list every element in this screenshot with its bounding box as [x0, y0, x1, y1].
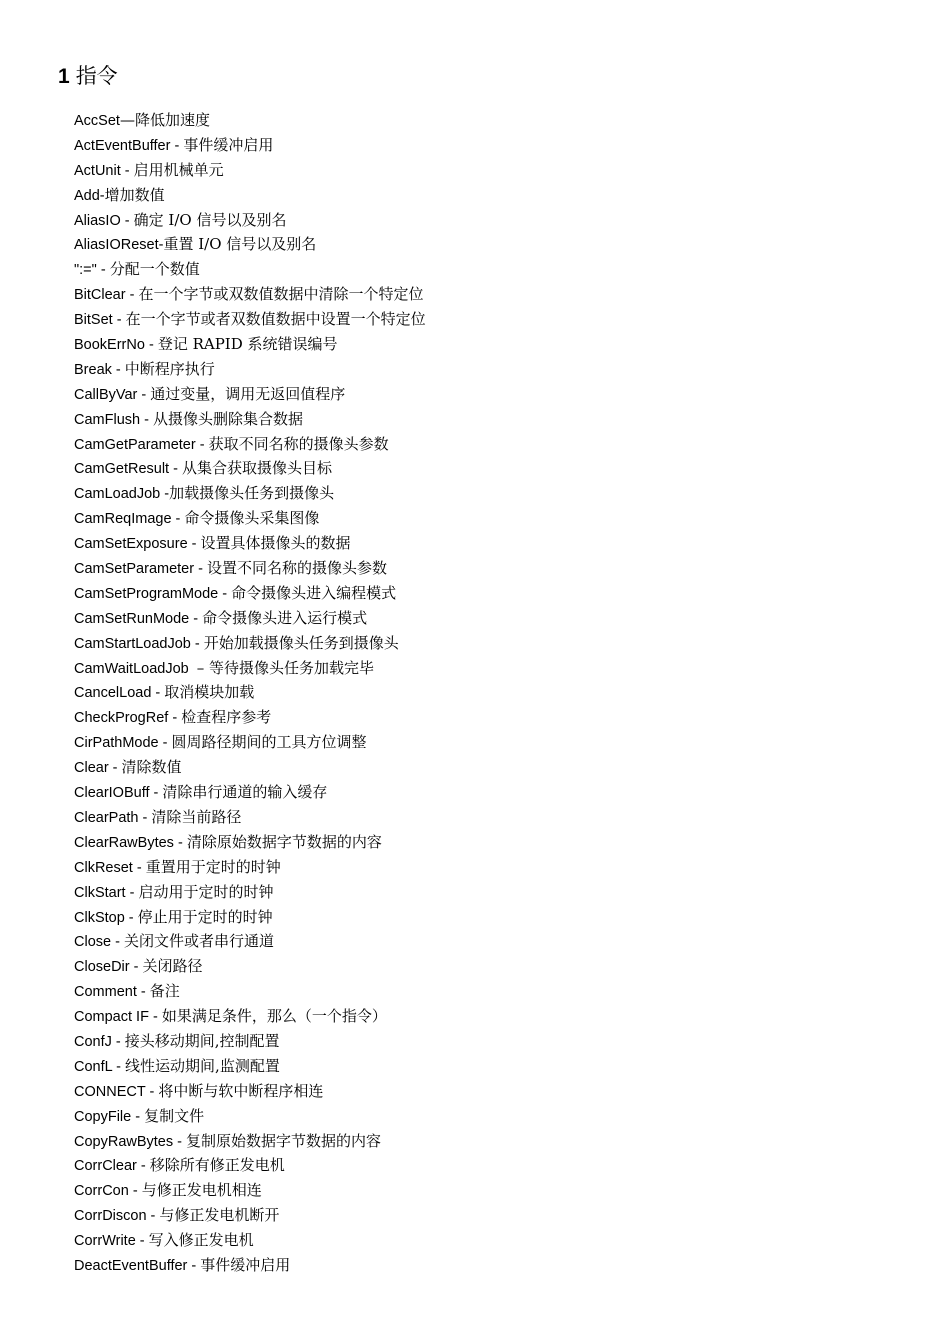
instruction-entry — [74, 481, 426, 506]
instruction-name: ActUnit - — [74, 162, 134, 179]
instruction-entry — [74, 880, 426, 905]
instruction-description: 设置具体摄像头的数据 — [200, 534, 351, 553]
instruction-entry — [74, 556, 426, 581]
instruction-entry — [74, 1178, 426, 1203]
instruction-name: CamSetExposure - — [74, 536, 201, 553]
instruction-entry — [74, 506, 426, 531]
instruction-name: CamSetRunMode - — [74, 610, 203, 627]
instruction-description: 停止用于定时的时钟 — [137, 907, 273, 926]
instruction-name: ":=" - — [74, 262, 110, 279]
instruction-name: Close - — [74, 934, 124, 951]
instruction-entry — [74, 805, 426, 830]
instruction-name: Break - — [74, 361, 125, 378]
instruction-entry — [74, 1153, 426, 1178]
instruction-name: CamFlush - — [74, 411, 153, 428]
instruction-description: 将中断与软中断程序相连 — [158, 1081, 324, 1100]
instruction-entry — [74, 357, 426, 382]
instruction-entry — [74, 905, 426, 930]
instruction-description: 命令摄像头进入运行模式 — [202, 608, 368, 627]
instruction-entry — [74, 606, 426, 631]
instruction-description: 通过变量，调用无返回值程序 — [150, 384, 346, 403]
instruction-entry — [74, 407, 426, 432]
instruction-entry — [74, 1054, 426, 1079]
instruction-name: CamLoadJob - — [74, 486, 170, 503]
instruction-name: AliasIOReset- — [74, 237, 164, 254]
instruction-name: ConfJ - — [74, 1033, 125, 1050]
instruction-entry — [74, 257, 426, 282]
instruction-name: Clear - — [74, 760, 122, 777]
instruction-name: CorrDiscon - — [74, 1208, 160, 1225]
instruction-entry — [74, 979, 426, 1004]
instruction-name: DeactEventBuffer - — [74, 1257, 201, 1274]
instruction-description: 圆周路径期间的工具方位调整 — [171, 733, 367, 752]
section-number: 1 — [58, 65, 70, 88]
section-title: 指令 — [75, 65, 118, 88]
instruction-name: Compact IF - — [74, 1009, 162, 1026]
instruction-entry — [74, 929, 426, 954]
instruction-name: ClkStart - — [74, 884, 139, 901]
instruction-entry — [74, 456, 426, 481]
instruction-list — [74, 108, 426, 1278]
instruction-name: AccSet — [74, 113, 120, 129]
instruction-description: 线性运动期间,监测配置 — [125, 1056, 280, 1075]
instruction-entry — [74, 282, 426, 307]
instruction-name: CamReqImage - — [74, 511, 185, 528]
instruction-name: ActEventBuffer - — [74, 137, 184, 154]
instruction-description: 在一个字节或者双数值数据中设置一个特定位 — [125, 310, 426, 329]
instruction-description: 清除当前路径 — [151, 807, 242, 826]
instruction-name: CamSetParameter - — [74, 561, 207, 578]
instruction-entry — [74, 382, 426, 407]
instruction-entry — [74, 830, 426, 855]
instruction-name: CamStartLoadJob - — [74, 635, 204, 652]
instruction-entry — [74, 307, 426, 332]
instruction-description: 取消模块加载 — [164, 683, 255, 702]
instruction-description: 命令摄像头进入编程模式 — [231, 583, 397, 602]
instruction-name: CamGetResult - — [74, 461, 182, 478]
instruction-entry — [74, 656, 426, 681]
instruction-description: 命令摄像头采集图像 — [184, 509, 320, 528]
instruction-name: ClearIOBuff - — [74, 785, 163, 802]
instruction-entry — [74, 780, 426, 805]
instruction-name: AliasIO - — [74, 212, 134, 229]
instruction-description: 检查程序参考 — [181, 708, 272, 727]
instruction-entry — [74, 730, 426, 755]
instruction-description: 与修正发电机断开 — [159, 1206, 280, 1225]
instruction-description: – 等待摄像头任务加载完毕 — [196, 658, 375, 677]
instruction-description: 启动用于定时的时钟 — [138, 882, 274, 901]
instruction-entry — [74, 1004, 426, 1029]
instruction-description: 清除串行通道的输入缓存 — [162, 783, 328, 802]
instruction-description: 备注 — [149, 982, 180, 1001]
instruction-description: 设置不同名称的摄像头参数 — [206, 559, 387, 578]
instruction-entry — [74, 680, 426, 705]
instruction-entry — [74, 1029, 426, 1054]
instruction-entry — [74, 208, 426, 233]
instruction-description: —降低加速度 — [119, 111, 210, 129]
instruction-entry — [74, 1129, 426, 1154]
instruction-name: CorrCon - — [74, 1183, 142, 1200]
instruction-description: 清除原始数据字节数据的内容 — [186, 832, 382, 851]
instruction-description: 开始加载摄像头任务到摄像头 — [203, 633, 399, 652]
instruction-entry — [74, 1079, 426, 1104]
instruction-entry — [74, 855, 426, 880]
instruction-entry — [74, 183, 426, 208]
instruction-name: CloseDir - — [74, 959, 143, 976]
instruction-name: ClkStop - — [74, 909, 138, 926]
instruction-entry — [74, 631, 426, 656]
instruction-description: 分配一个数值 — [109, 260, 200, 279]
instruction-description: 加载摄像头任务到摄像头 — [169, 484, 335, 503]
instruction-name: CorrClear - — [74, 1158, 150, 1175]
instruction-description: 关闭路径 — [142, 957, 203, 976]
instruction-name: CamSetProgramMode - — [74, 585, 232, 602]
instruction-name: Add- — [74, 187, 105, 204]
instruction-entry — [74, 133, 426, 158]
instruction-entry — [74, 755, 426, 780]
instruction-description: 获取不同名称的摄像头参数 — [208, 434, 389, 453]
instruction-entry — [74, 332, 426, 357]
instruction-name: CheckProgRef - — [74, 710, 182, 727]
instruction-description: 中断程序执行 — [124, 359, 215, 378]
instruction-description: 在一个字节或双数值数据中清除一个特定位 — [138, 285, 424, 304]
instruction-name: ClearPath - — [74, 809, 152, 826]
instruction-name: CallByVar - — [74, 386, 151, 403]
instruction-entry — [74, 531, 426, 556]
instruction-entry — [74, 954, 426, 979]
instruction-description: 启用机械单元 — [133, 160, 224, 179]
instruction-name: BitSet - — [74, 312, 126, 329]
instruction-description: 复制文件 — [144, 1106, 205, 1125]
instruction-entry — [74, 581, 426, 606]
instruction-description: 关闭文件或者串行通道 — [123, 932, 274, 951]
instruction-entry — [74, 232, 426, 257]
instruction-name: CopyRawBytes - — [74, 1133, 187, 1150]
instruction-description: 重置 I/O 信号以及别名 — [163, 235, 317, 254]
instruction-name: CamWaitLoadJob — [74, 660, 197, 677]
instruction-name: BookErrNo - — [74, 337, 158, 354]
instruction-entry — [74, 108, 426, 133]
instruction-name: CamGetParameter - — [74, 436, 209, 453]
instruction-name: ConfL - — [74, 1058, 126, 1075]
section-heading — [58, 62, 118, 92]
instruction-name: CorrWrite - — [74, 1233, 149, 1250]
instruction-description: 写入修正发电机 — [148, 1231, 254, 1250]
instruction-description: 事件缓冲启用 — [200, 1255, 291, 1274]
instruction-entry — [74, 1104, 426, 1129]
instruction-name: CancelLoad - — [74, 685, 165, 702]
instruction-entry — [74, 1203, 426, 1228]
instruction-entry — [74, 705, 426, 730]
instruction-name: ClkReset - — [74, 859, 146, 876]
instruction-name: Comment - — [74, 984, 150, 1001]
instruction-description: 与修正发电机相连 — [141, 1181, 262, 1200]
instruction-name: BitClear - — [74, 287, 139, 304]
instruction-entry — [74, 158, 426, 183]
instruction-name: CopyFile - — [74, 1108, 145, 1125]
instruction-description: 确定 I/O 信号以及别名 — [133, 210, 287, 229]
instruction-entry — [74, 1228, 426, 1253]
instruction-description: 清除数值 — [121, 758, 182, 777]
instruction-name: ClearRawBytes - — [74, 834, 187, 851]
instruction-description: 复制原始数据字节数据的内容 — [186, 1131, 382, 1150]
instruction-description: 移除所有修正发电机 — [149, 1156, 285, 1175]
instruction-description: 从集合获取摄像头目标 — [181, 459, 332, 478]
instruction-description: 增加数值 — [104, 185, 165, 204]
instruction-entry — [74, 432, 426, 457]
instruction-description: 接头移动期间,控制配置 — [124, 1031, 280, 1050]
instruction-description: 从摄像头删除集合数据 — [152, 409, 303, 428]
instruction-description: 事件缓冲启用 — [183, 135, 274, 154]
instruction-description: 如果满足条件，那么（一个指令） — [161, 1007, 387, 1026]
instruction-description: 登记 RAPID 系统错误编号 — [157, 335, 338, 354]
instruction-name: CONNECT - — [74, 1083, 159, 1100]
instruction-description: 重置用于定时的时钟 — [145, 857, 281, 876]
instruction-entry — [74, 1253, 426, 1278]
instruction-name: CirPathMode - — [74, 735, 172, 752]
